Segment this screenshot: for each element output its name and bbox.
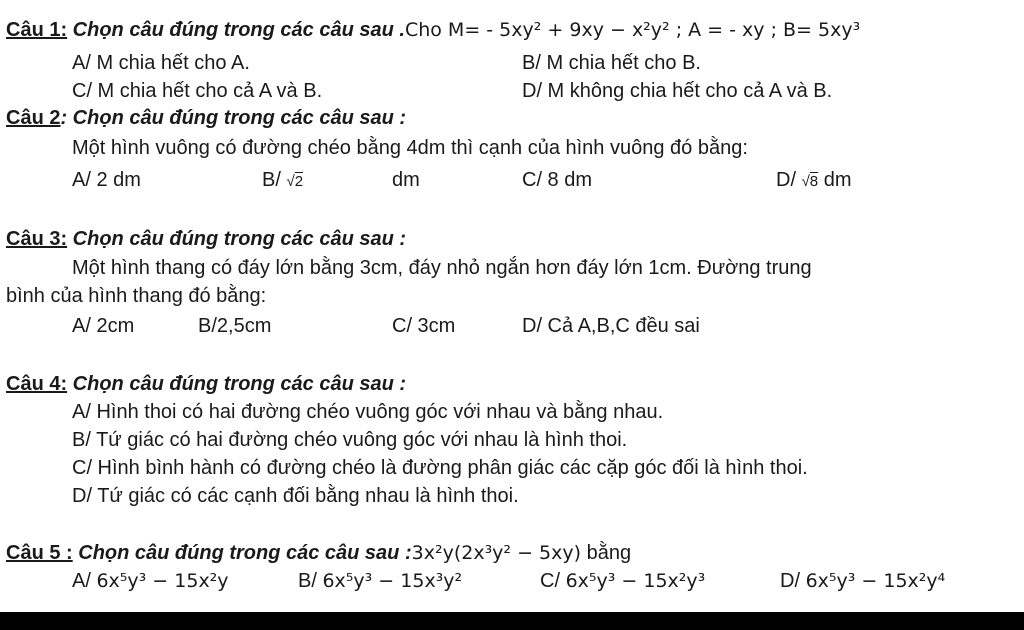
q5-option-d-prefix: D/ — [780, 570, 806, 592]
sqrt-symbol: √8 — [801, 173, 819, 190]
q5-label: Câu 5 : — [6, 542, 73, 564]
q2-option-b-prefix: B/ — [262, 169, 281, 191]
q1-stem: Cho M= - 5xy² + 9xy − x²y² ; A = - xy ; B= 5xy³ — [404, 19, 861, 41]
q2-option-c: C/ 8 dm — [522, 169, 593, 191]
q2-stem: Một hình vuông có đường chéo bằng 4dm thì cạnh của hình vuông đó bằng: — [72, 137, 748, 159]
q3-option-a: A/ 2cm — [72, 315, 135, 337]
q5-option-c — [540, 569, 705, 593]
q3-stem-line1: Một hình thang có đáy lớn bằng 3cm, đáy nhỏ ngắn hơn đáy lớn 1cm. Đường trung — [72, 257, 812, 279]
q2-option-b-radicand: 2 — [294, 173, 304, 190]
q1-heading — [6, 18, 860, 42]
q1-option-c: C/ M chia hết cho cả A và B. — [72, 80, 323, 102]
q2-option-d-unit: dm — [823, 169, 852, 191]
bottom-border — [0, 612, 1024, 630]
q2-option-b — [262, 168, 303, 194]
q5-option-a-expr: 6x⁵y³ − 15x²y — [96, 570, 229, 592]
q4-option-d: D/ Tứ giác có các cạnh đối bằng nhau là hình thoi. — [72, 485, 519, 507]
q2-title: : Chọn câu đúng trong các câu sau : — [60, 107, 407, 129]
sqrt-symbol: √2 — [286, 173, 304, 190]
q3-stem-line2: bình của hình thang đó bằng: — [6, 285, 267, 307]
q5-option-b — [298, 569, 462, 593]
q5-stem: 3x²y(2x³y² − 5xy) — [411, 542, 582, 564]
q5-option-d — [780, 569, 945, 593]
q4-option-b: B/ Tứ giác có hai đường chéo vuông góc với nhau là hình thoi. — [72, 429, 628, 451]
q4-option-c: C/ Hình bình hành có đường chéo là đường phân giác các cặp góc đối là hình thoi. — [72, 457, 808, 479]
q4-option-a: A/ Hình thoi có hai đường chéo vuông góc với nhau và bằng nhau. — [72, 401, 664, 423]
q2-heading — [6, 106, 406, 130]
q2-label: Câu 2 — [6, 107, 61, 129]
q5-option-a-prefix: A/ — [72, 570, 97, 592]
q5-option-a — [72, 569, 229, 593]
q4-title: Chọn câu đúng trong các câu sau : — [67, 373, 407, 395]
q1-option-b: B/ M chia hết cho B. — [522, 52, 701, 74]
q1-option-a: A/ M chia hết cho A. — [72, 52, 250, 74]
q2-option-d-radicand: 8 — [809, 173, 819, 190]
q5-option-b-expr: 6x⁵y³ − 15x³y² — [322, 570, 463, 592]
q5-option-b-prefix: B/ — [298, 570, 323, 592]
q5-stem-suffix: bằng — [581, 542, 632, 564]
q1-option-d: D/ M không chia hết cho cả A và B. — [522, 80, 833, 102]
q1-title: Chọn câu đúng trong các câu sau . — [67, 19, 405, 41]
q1-label: Câu 1: — [6, 19, 68, 41]
q5-option-d-expr: 6x⁵y³ − 15x²y⁴ — [805, 570, 946, 592]
q3-option-c: C/ 3cm — [392, 315, 456, 337]
q5-heading — [6, 541, 631, 565]
q5-title: Chọn câu đúng trong các câu sau : — [72, 542, 412, 564]
q2-option-b-unit: dm — [392, 169, 420, 191]
q3-heading — [6, 227, 406, 251]
q2-option-d-prefix: D/ — [776, 169, 796, 191]
q2-option-d — [776, 168, 852, 194]
q2-option-a: A/ 2 dm — [72, 169, 141, 191]
q3-title: Chọn câu đúng trong các câu sau : — [67, 228, 407, 250]
q3-option-b: B/2,5cm — [198, 315, 272, 337]
q3-option-d: D/ Cả A,B,C đều sai — [522, 315, 700, 337]
q4-label: Câu 4: — [6, 373, 68, 395]
q4-heading — [6, 372, 406, 396]
q5-option-c-expr: 6x⁵y³ − 15x²y³ — [565, 570, 706, 592]
q5-option-c-prefix: C/ — [540, 570, 566, 592]
q3-label: Câu 3: — [6, 228, 68, 250]
